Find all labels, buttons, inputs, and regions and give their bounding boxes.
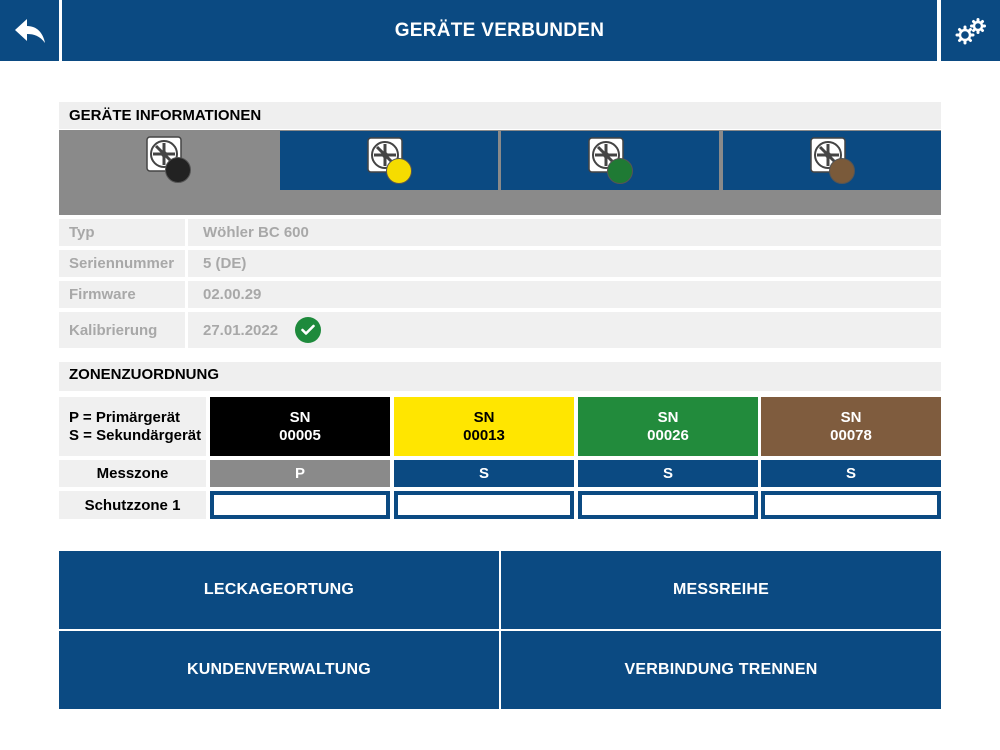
- measurement-series-button[interactable]: MESSREIHE: [501, 551, 941, 629]
- info-value: [188, 312, 941, 348]
- info-row-serial: [59, 250, 941, 277]
- serial-box-2: [394, 397, 574, 456]
- serial-box-3: [578, 397, 758, 456]
- back-button[interactable]: [0, 0, 59, 61]
- serial-box-1: [210, 397, 390, 456]
- device-tab-1[interactable]: [59, 130, 277, 193]
- sn-label: SN: [840, 408, 862, 426]
- messzone-toggle-2[interactable]: S: [394, 460, 574, 487]
- schutzzone-toggle-4[interactable]: [761, 491, 941, 519]
- info-label: Seriennummer: [59, 250, 185, 277]
- schutzzone-label: Schutzzone 1: [59, 491, 206, 519]
- info-value: 02.00.29: [188, 281, 941, 308]
- leak-detection-button[interactable]: LECKAGEORTUNG: [59, 551, 499, 629]
- device-tab-3[interactable]: [501, 131, 719, 190]
- info-row-typ: [59, 219, 941, 246]
- device-color-dot: [607, 158, 633, 184]
- messzone-label: Messzone: [59, 460, 206, 487]
- device-tab-2[interactable]: [280, 131, 498, 190]
- schutzzone-toggle-1[interactable]: [210, 491, 390, 519]
- device-tabs: [59, 130, 941, 215]
- legend-secondary: S = Sekundärgerät: [69, 426, 202, 444]
- schutzzone-toggle-2[interactable]: [394, 491, 574, 519]
- legend-primary: P = Primärgerät: [69, 408, 181, 426]
- info-row-firmware: [59, 281, 941, 308]
- device-color-dot: [829, 158, 855, 184]
- sn-number: 00013: [463, 426, 505, 444]
- device-color-dot: [165, 157, 191, 183]
- check-circle-icon: [295, 317, 321, 343]
- customer-management-button[interactable]: KUNDENVERWALTUNG: [59, 631, 499, 709]
- zone-legend: [59, 397, 206, 456]
- sn-number: 00026: [647, 426, 689, 444]
- schutzzone-toggle-3[interactable]: [578, 491, 758, 519]
- sn-number: 00078: [830, 426, 872, 444]
- info-value: Wöhler BC 600: [188, 219, 941, 246]
- header-bar: [0, 0, 1000, 61]
- info-label: Kalibrierung: [59, 312, 185, 348]
- device-info-heading: GERÄTE INFORMATIONEN: [59, 102, 941, 129]
- serial-box-4: [761, 397, 941, 456]
- zones-heading: ZONENZUORDNUNG: [59, 362, 941, 391]
- fan-device-icon: [587, 136, 633, 182]
- info-label: Typ: [59, 219, 185, 246]
- info-value: 5 (DE): [188, 250, 941, 277]
- gears-icon: [955, 17, 987, 45]
- messzone-toggle-3[interactable]: S: [578, 460, 758, 487]
- messzone-toggle-4[interactable]: S: [761, 460, 941, 487]
- sn-label: SN: [657, 408, 679, 426]
- info-label: Firmware: [59, 281, 185, 308]
- sn-label: SN: [473, 408, 495, 426]
- sn-number: 00005: [279, 426, 321, 444]
- back-arrow-icon: [14, 18, 46, 44]
- fan-device-icon: [809, 136, 855, 182]
- messzone-toggle-1[interactable]: P: [210, 460, 390, 487]
- calibration-date: 27.01.2022: [203, 321, 279, 339]
- page-title: GERÄTE VERBUNDEN: [62, 0, 937, 61]
- info-row-calibration: [59, 312, 941, 348]
- settings-button[interactable]: [941, 0, 1000, 61]
- device-color-dot: [386, 158, 412, 184]
- fan-device-icon: [145, 135, 191, 181]
- sn-label: SN: [289, 408, 311, 426]
- device-tab-4[interactable]: [723, 131, 941, 190]
- disconnect-button[interactable]: VERBINDUNG TRENNEN: [501, 631, 941, 709]
- fan-device-icon: [366, 136, 412, 182]
